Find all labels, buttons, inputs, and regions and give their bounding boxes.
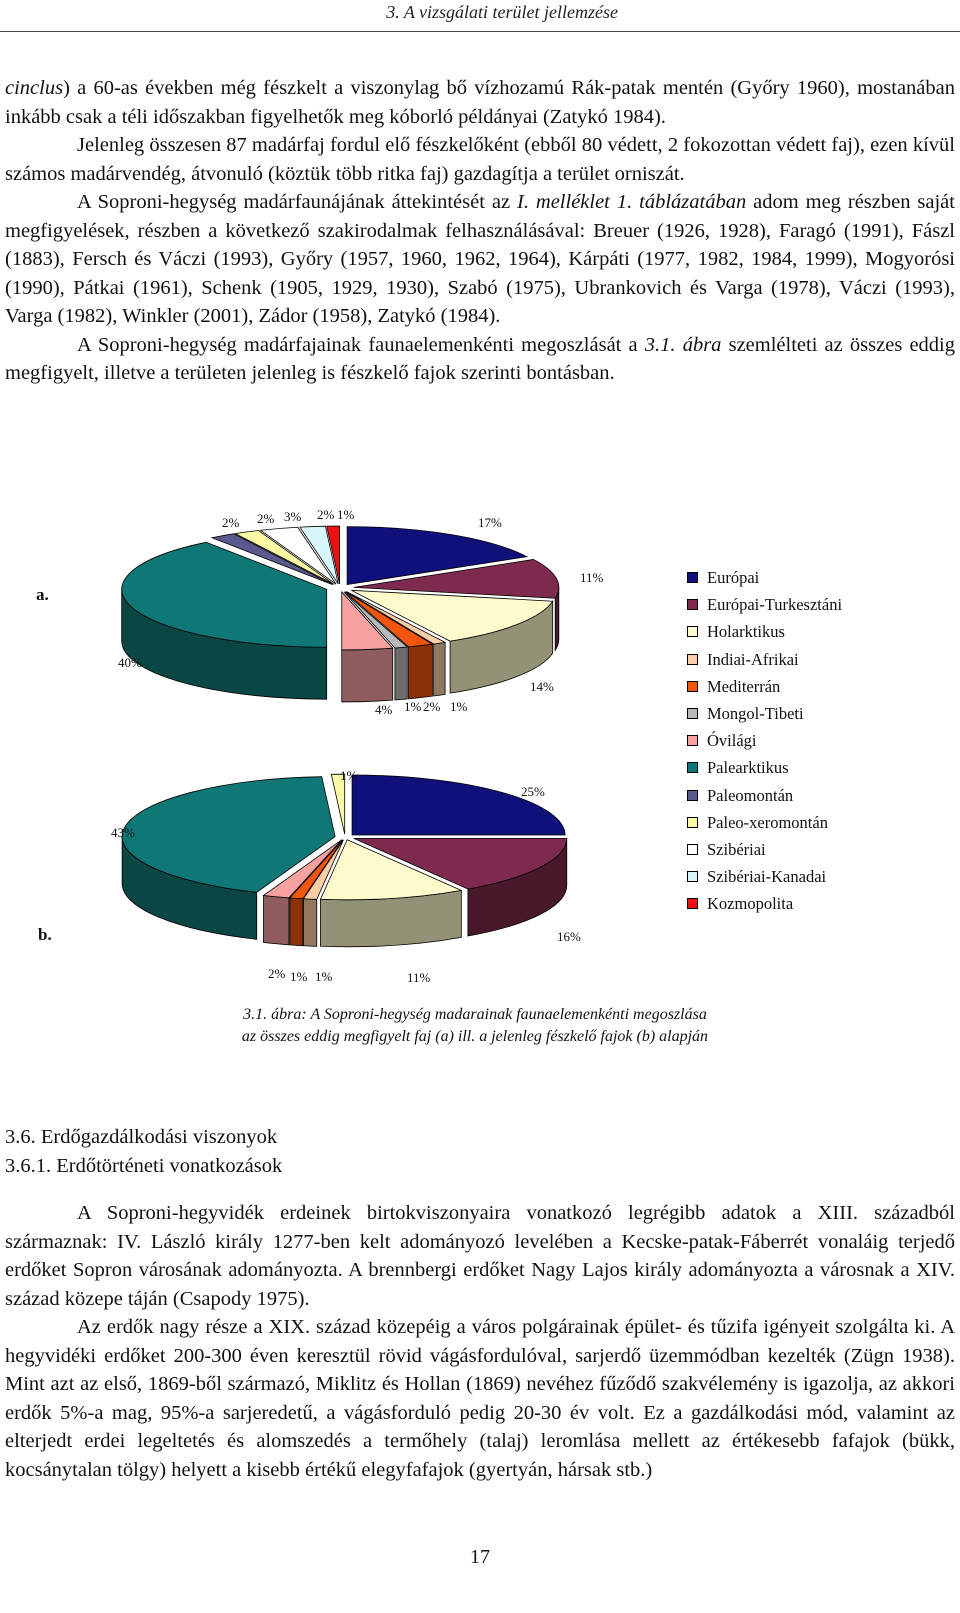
legend-swatch — [687, 681, 698, 692]
pie-charts — [0, 500, 660, 1000]
legend-label: Óvilági — [707, 731, 757, 751]
chart-label: b. — [38, 925, 52, 944]
paragraph-overview: A Soproni-hegység madárfaunájának áttekintését az I. melléklet 1. táblázatában adom meg részben saját megfigyelések, részben a következő szakirodalmak felhasználásával: Breuer (1926, 1928), Faragó (1991), Fászl (1883), Fersch és Váczi (1993), Győry (1957, 1960, 1962, 1964), Kárpáti (1977, 1982, 1984, 1999), Mogyorósi (1990), Pátkai (1961), Schenk (1905, 1929, 1930), Szabó (1975), Ubrankovich és Varga (1978), Váczi (1993), Varga (1982), Winkler (2001), Zádor (1958), Zatykó (1984). — [5, 191, 955, 327]
data-label-ovilagi: 2% — [268, 966, 286, 981]
data-label-kozmopolita: 1% — [337, 507, 355, 522]
legend-swatch — [687, 790, 698, 801]
legend-label: Mongol-Tibeti — [707, 703, 804, 723]
legend-swatch — [687, 735, 698, 746]
header-rule — [0, 31, 960, 32]
legend-label: Paleomontán — [707, 785, 794, 805]
paragraph-forest-use: Az erdők nagy része a XIX. század közepéig a város polgárainak épület- és tűzifa igényeit szolgálta ki. A hegyvidéki erdőket 200-300 éven keresztül rövid vágásfordulóval, sarjerdő üzemmódban kezelték (Zügn 1938). Mint azt az első, 1869-ből származó, Miklitz és Hollan (1869) nevéhez fűződő szakvélemény is igazolja, az akkori erdők 5%-a mag, 95%-a sarjeredetű, a vágásforduló pedig 20-30 év volt. Ez a gazdálkodási mód, valamint az elterjedt erdei legeltetés és alomszedés a termőhely (talaj) leromlása mellett az értékesebb fafajok (bükk, kocsánytalan tölgy) helyett a kisebb értékű elegyfafajok (gyertyán, hársak stb.) — [5, 1316, 955, 1481]
page-header — [0, 0, 960, 40]
data-label-sziberiai: 3% — [284, 509, 302, 524]
legend-label: Európai — [707, 568, 760, 587]
legend-swatch — [687, 898, 698, 909]
section-forest-management — [5, 1123, 955, 1484]
legend-label: Szibériai — [707, 839, 766, 859]
legend-swatch — [687, 654, 698, 665]
figure-caption-line-2: az összes eddig megfigyelt faj (a) ill. a jelenleg fészkelő fajok (b) alapján — [241, 1028, 709, 1045]
legend-swatch — [687, 762, 698, 773]
data-label-mediterran: 1% — [290, 969, 308, 984]
slice-paleo-xeromontan — [331, 774, 344, 834]
data-label-indiai-afrikai: 1% — [315, 969, 333, 984]
data-label-palearktikus: 40% — [118, 655, 142, 670]
legend-label: Palearktikus — [707, 758, 789, 778]
data-label-holarktikus: 11% — [407, 970, 431, 985]
data-label-mediterran: 2% — [423, 699, 441, 714]
legend-label: Indiai-Afrikai — [707, 649, 799, 669]
paragraph-species-count: Jelenleg összesen 87 madárfaj fordul elő fészkelőként (ebből 80 védett, 2 fokozottan védett faj), ezen kívül számos madárvendég, átvonuló (köztük több ritka faj) gazdagítja a terület orniszát. — [5, 134, 955, 185]
legend-swatch — [687, 599, 698, 610]
legend-label: Kozmopolita — [707, 894, 794, 914]
pie-chart-a — [36, 507, 604, 717]
data-label-paleo-xeromontan: 2% — [257, 511, 275, 526]
legend-label: Holarktikus — [707, 622, 785, 642]
data-label-europai-turkesztani: 16% — [557, 929, 581, 944]
species-name: cinclus — [5, 77, 64, 99]
legend-label: Paleo-xeromontán — [707, 812, 828, 832]
page-number: 17 — [470, 1546, 490, 1568]
figure-caption-line-1: 3.1. ábra: A Soproni-hegység madarainak faunaelemenkénti megoszlása — [243, 1006, 707, 1023]
paragraph-ownership: A Soproni-hegyvidék erdeinek birtokviszonyaira vonatkozó legrégibb adatok a XIII. századból származnak: IV. László király 1277-ben kelt adományozó levelében a Kecske-patak-Fáberrét vonaláig terjedő erdőket Sopron városának adományozta. A brennbergi erdőket Nagy Lajos király adományozta a városnak a XIV. század közepe táján (Csapody 1975). — [5, 1202, 955, 1310]
body-text-top — [5, 74, 955, 388]
spacer — [5, 1180, 955, 1199]
data-label-palearktikus: 43% — [111, 825, 135, 840]
data-label-indiai-afrikai: 1% — [450, 699, 468, 714]
data-label-europai: 17% — [478, 515, 502, 530]
section-heading: 3.6. Erdőgazdálkodási viszonyok — [5, 1126, 278, 1148]
figure-reference: 3.1. ábra — [644, 333, 722, 356]
slice-side-mongol-tibeti — [395, 647, 407, 700]
data-label-sziberiai-kanadai: 2% — [317, 507, 335, 522]
data-label-holarktikus: 14% — [530, 679, 554, 694]
legend-label: Szibériai-Kanadai — [707, 867, 827, 887]
subsection-heading: 3.6.1. Erdőtörténeti vonatkozások — [5, 1154, 283, 1177]
paragraph-figure-reference: A Soproni-hegység madárfajainak faunaelemenkénti megoszlását a 3.1. ábra szemlélteti az összes eddig megfigyelt, illetve a területen jelenleg is fészkelő fajok szerinti bontásban. — [5, 333, 955, 384]
running-title: 3. A vizsgálati terület jellemzése — [386, 2, 618, 22]
slice-side-mediterran — [409, 644, 433, 699]
legend-label: Mediterrán — [707, 676, 781, 696]
slice-side-ovilagi — [342, 648, 393, 702]
legend-swatch — [687, 844, 698, 855]
slice-side-indiai-afrikai — [304, 899, 317, 947]
slice-side-ovilagi — [263, 895, 288, 944]
legend-swatch — [687, 817, 698, 828]
data-label-mongol-tibeti: 1% — [404, 699, 422, 714]
slice-side-mediterran — [290, 898, 303, 946]
data-label-ovilagi: 4% — [375, 702, 393, 717]
figure-3-1 — [0, 500, 960, 1080]
pie-chart-b — [38, 768, 581, 985]
legend-swatch — [687, 626, 698, 637]
data-label-europai: 25% — [521, 784, 545, 799]
appendix-reference: I. melléklet 1. táblázatában — [517, 191, 747, 213]
legend-label: Európai-Turkesztáni — [707, 595, 843, 615]
chart-label: a. — [36, 585, 49, 604]
data-label-europai-turkesztani: 11% — [580, 570, 604, 585]
slice-side-indiai-afrikai — [434, 642, 445, 696]
data-label-paleomontan: 2% — [222, 515, 240, 530]
legend-swatch — [687, 572, 698, 583]
legend-swatch — [687, 708, 698, 719]
legend-swatch — [687, 871, 698, 882]
data-label-paleo-xeromontan: 1% — [340, 768, 358, 783]
paragraph-cinclus: cinclus) a 60-as években még fészkelt a viszonylag bő vízhozamú Rák-patak mentén (Győry 1960), mostanában inkább csak a téli időszakban figyelhetők meg kóborló példányai (Zatykó 1984). — [5, 77, 955, 128]
